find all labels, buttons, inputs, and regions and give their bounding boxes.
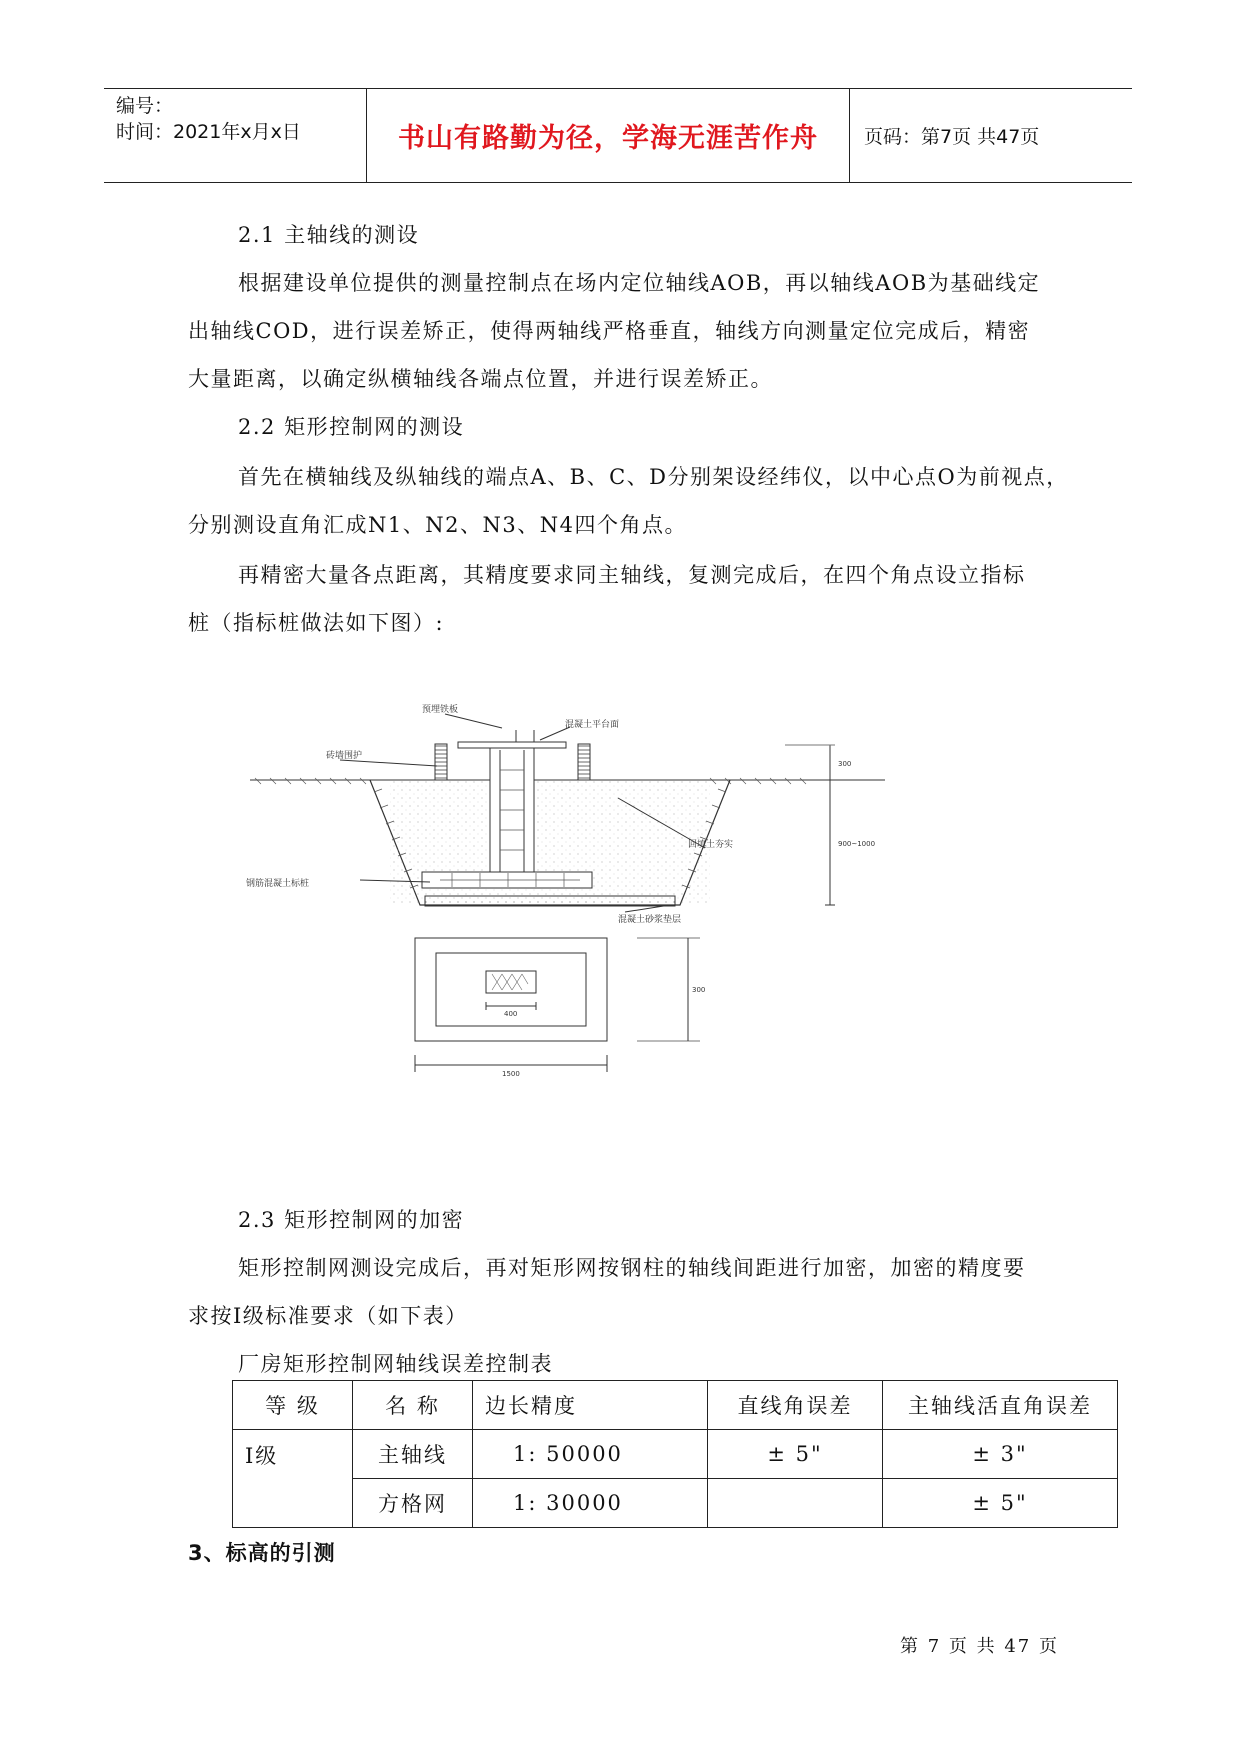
paragraph-line: 求按I级标准要求（如下表） — [188, 1304, 468, 1328]
table-caption: 厂房矩形控制网轴线误差控制表 — [238, 1352, 553, 1376]
row-angle: ± 5" — [708, 1430, 883, 1479]
row-name: 方格网 — [353, 1479, 473, 1528]
page-header — [104, 88, 1132, 183]
table-row — [233, 1430, 1118, 1479]
label-cushion-layer: 混凝土砂浆垫层 — [618, 915, 682, 925]
dim-height: 300 — [838, 760, 852, 768]
section-2-2-title: 2.2 矩形控制网的测设 — [238, 415, 465, 439]
header-name: 名 称 — [353, 1381, 473, 1430]
label-backfill: 回填土夯实 — [688, 840, 734, 850]
header-page-label: 页码：第7页 共47页 — [864, 126, 1040, 148]
table-header-row — [233, 1381, 1118, 1430]
paragraph-line: 桩（指标桩做法如下图）: — [188, 611, 445, 635]
error-control-table — [232, 1380, 1118, 1528]
paragraph-line: 再精密大量各点距离，其精度要求同主轴线，复测完成后，在四个角点设立指标 — [238, 563, 1026, 587]
label-embedded-plate: 预埋铁板 — [422, 705, 459, 715]
paragraph-line: 大量距离，以确定纵横轴线各端点位置，并进行误差矫正。 — [188, 367, 773, 391]
grade-cell: I级 — [233, 1430, 353, 1528]
section-view — [250, 714, 885, 912]
row-right-angle: ± 3" — [883, 1430, 1118, 1479]
label-brick-wall: 砖墙围护 — [326, 751, 363, 761]
dim-1500: 1500 — [502, 1070, 520, 1078]
marker-pile-drawing — [240, 700, 940, 1140]
header-angle: 直线角误差 — [708, 1381, 883, 1430]
paragraph-line: 根据建设单位提供的测量控制点在场内定位轴线AOB，再以轴线AOB为基础线定 — [238, 271, 1041, 295]
row-right-angle: ± 5" — [883, 1479, 1118, 1528]
label-concrete-pile: 钢筋混凝土标桩 — [246, 879, 310, 889]
dim-depth: 900~1000 — [838, 840, 876, 848]
header-page-info — [850, 89, 1132, 182]
row-angle — [708, 1479, 883, 1528]
dim-400: 400 — [504, 1010, 518, 1018]
paragraph-line: 矩形控制网测设完成后，再对矩形网按钢柱的轴线间距进行加密，加密的精度要 — [238, 1256, 1026, 1280]
section-3-title: 3、标高的引测 — [188, 1541, 336, 1565]
paragraph-line: 分别测设直角汇成N1、N2、N3、N4四个角点。 — [188, 513, 687, 537]
paragraph-line: 出轴线COD，进行误差矫正，使得两轴线严格垂直，轴线方向测量定位完成后，精密 — [188, 319, 1031, 343]
document-number: 编号： — [116, 95, 174, 117]
label-platform: 混凝土平台面 — [565, 720, 620, 730]
plan-labels — [502, 986, 705, 1078]
row-precision: 1: 50000 — [473, 1430, 708, 1479]
header-meta — [104, 89, 367, 182]
header-precision: 边长精度 — [473, 1381, 708, 1430]
dim-side: 300 — [692, 986, 706, 994]
section-2-1-title: 2.1 主轴线的测设 — [238, 223, 420, 247]
paragraph-line: 首先在横轴线及纵轴线的端点A、B、C、D分别架设经纬仪，以中心点O为前视点， — [238, 465, 1069, 489]
plan-view — [415, 938, 700, 1072]
header-grade: 等 级 — [233, 1381, 353, 1430]
table-row — [233, 1479, 1118, 1528]
header-right-angle: 主轴线活直角误差 — [883, 1381, 1118, 1430]
page-footer: 第 7 页 共 47 页 — [900, 1636, 1059, 1657]
section-2-3-title: 2.3 矩形控制网的加密 — [238, 1208, 465, 1232]
row-name: 主轴线 — [353, 1430, 473, 1479]
header-motto: 书山有路勤为径，学海无涯苦作舟 — [367, 89, 850, 182]
document-date: 时间：2021年x月x日 — [116, 121, 301, 143]
row-precision: 1: 30000 — [473, 1479, 708, 1528]
